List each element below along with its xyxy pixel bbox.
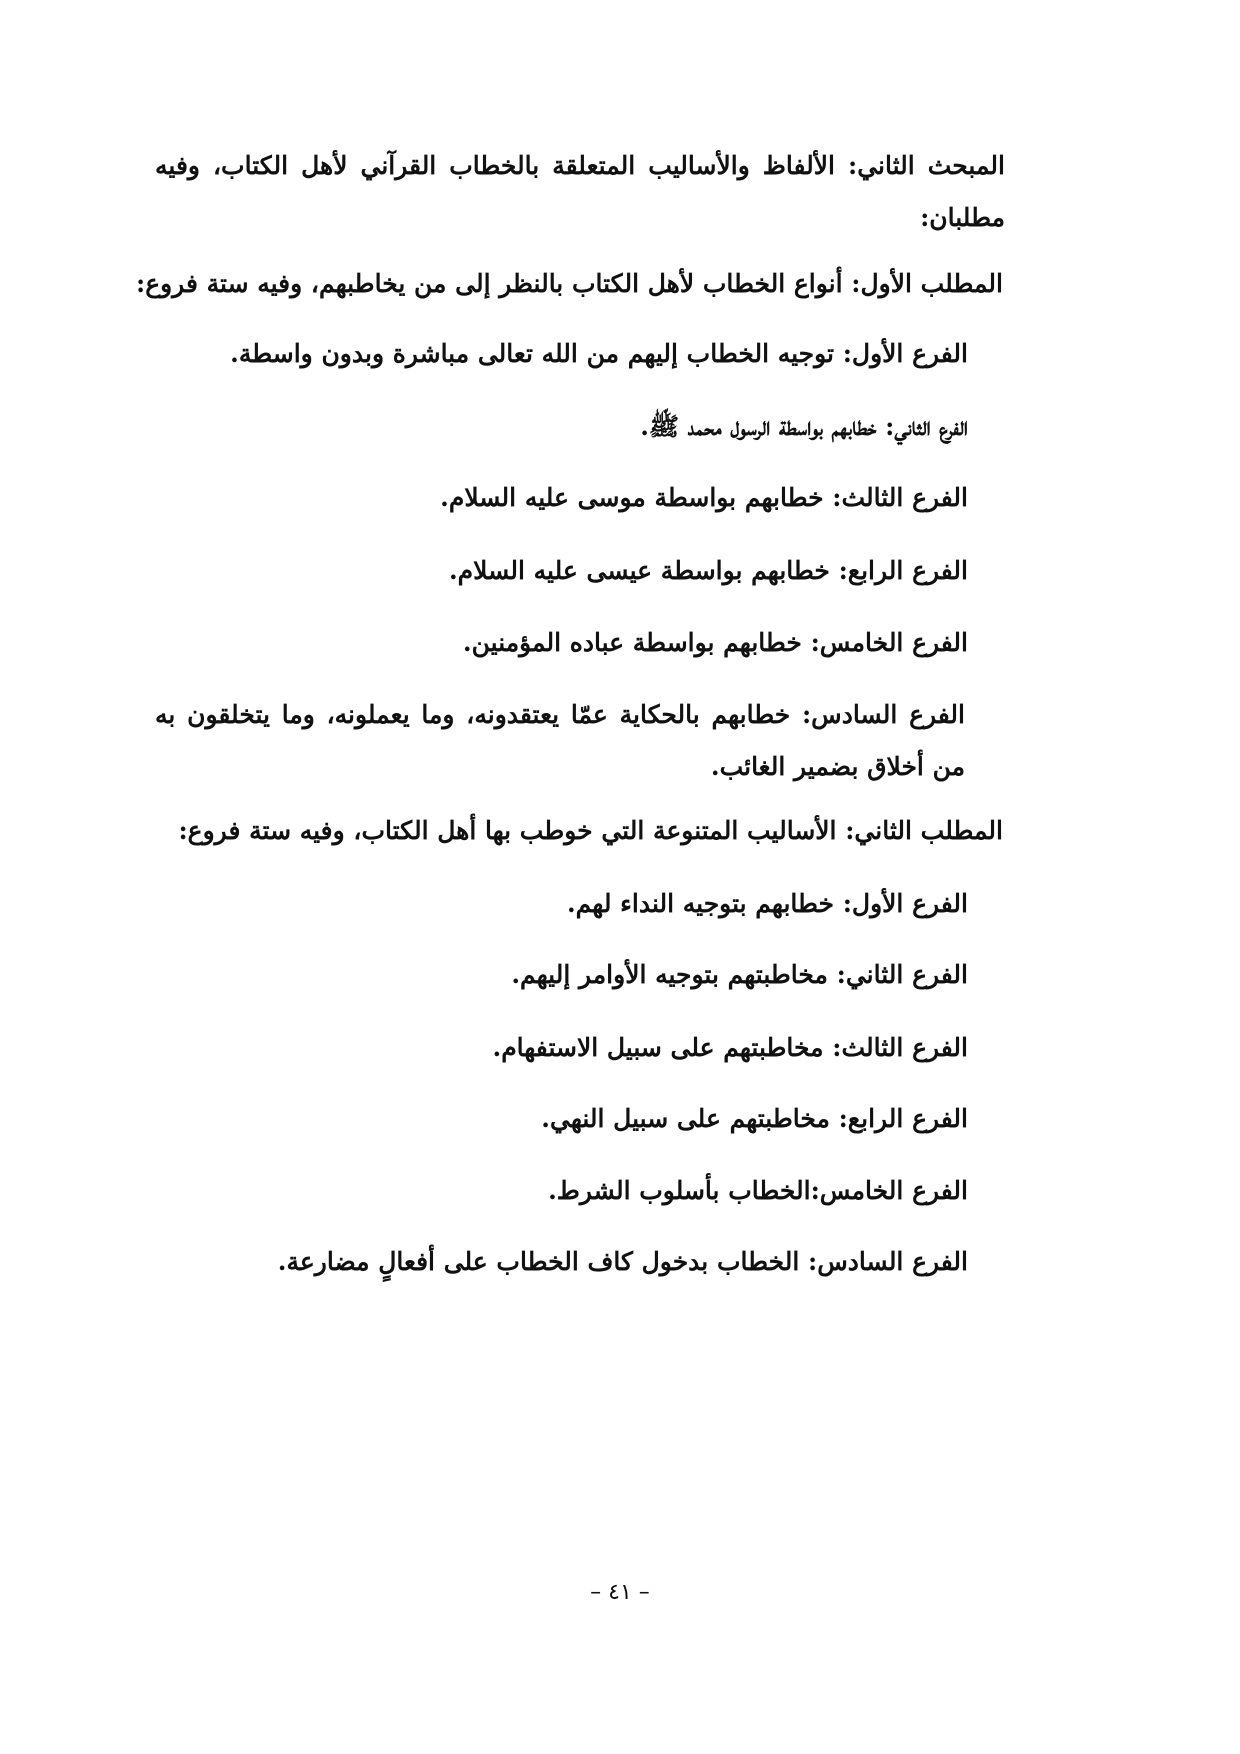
branch-item: الفرع الثاني: مخاطبتهم بتوجيه الأوامر إليهم. [511, 960, 968, 989]
section-title: المبحث الثاني: الألفاظ والأساليب المتعلقة بالخطاب القرآني لأهل الكتاب، وفيه مطلبان: [155, 151, 1005, 232]
branch-item: الفرع السادس: الخطاب بدخول كاف الخطاب على أفعالٍ مضارعة. [277, 1247, 968, 1276]
branch-item: الفرع الأول: خطابهم بتوجيه النداء لهم. [566, 889, 968, 918]
subsection-title: المطلب الأول: أنواع الخطاب لأهل الكتاب بالنظر إلى من يخاطبهم، وفيه ستة فروع: [135, 269, 1003, 298]
branch-item: الفرع الثاني: خطابهم بواسطة الرسول محمد ﷺ. [640, 412, 968, 441]
branch-item: الفرع الرابع: خطابهم بواسطة عيسى عليه السلام. [448, 556, 968, 585]
branch-item: الفرع الثالث: خطابهم بواسطة موسى عليه السلام. [440, 483, 968, 512]
subsection-title: المطلب الثاني: الأساليب المتنوعة التي خوطب بها أهل الكتاب، وفيه ستة فروع: [178, 816, 1003, 845]
branch-item: الفرع الخامس: خطابهم بواسطة عباده المؤمنين. [462, 628, 968, 657]
page-number: – ٤١ – [590, 1580, 650, 1605]
branch-item: الفرع السادس: خطابهم بالحكاية عمّا يعتقدونه، وما يعملونه، وما يتخلقون به من أخلاق بضمير الغائب. [155, 700, 965, 781]
branch-item: الفرع الثالث: مخاطبتهم على سبيل الاستفهام. [492, 1033, 968, 1062]
branch-item: الفرع الأول: توجيه الخطاب إليهم من الله تعالى مباشرة وبدون واسطة. [230, 339, 968, 368]
branch-item: الفرع الخامس:الخطاب بأسلوب الشرط. [548, 1176, 968, 1205]
branch-item: الفرع الرابع: مخاطبتهم على سبيل النهي. [541, 1104, 968, 1133]
